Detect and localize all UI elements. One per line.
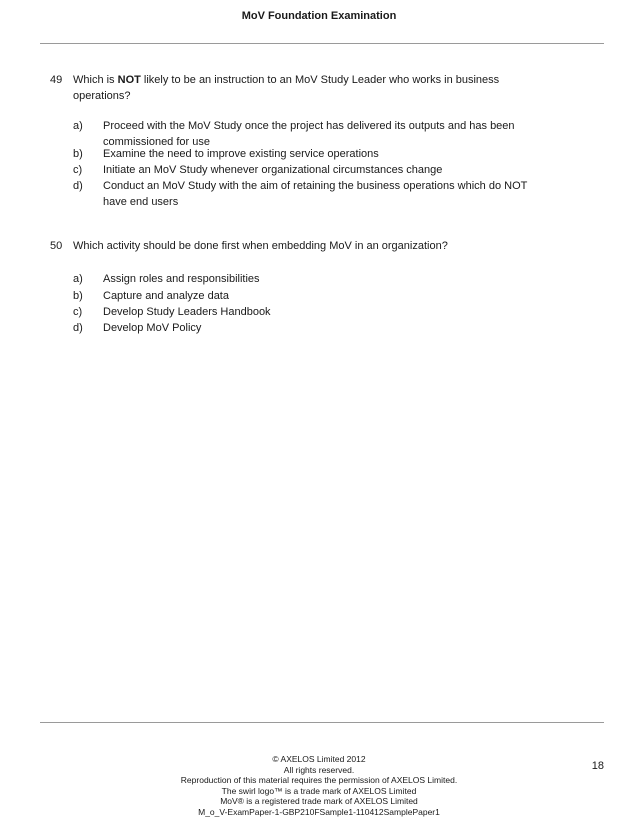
option-text: Assign roles and responsibilities — [103, 273, 260, 285]
page-number: 18 — [591, 760, 604, 772]
copyright-line: © AXELOS Limited 2012 — [272, 754, 366, 764]
rights-line: All rights reserved. — [283, 764, 355, 775]
option-text: Develop Study Leaders Handbook — [103, 306, 271, 318]
question-text: Which activity should be done first when embedding MoV in an organization? — [73, 240, 448, 252]
question-text-end: likely to be an instruction to an MoV Study Leader who works in business operations? — [73, 74, 500, 102]
trademark-line: The swirl logo™ is a trade mark of AXELOS Limited — [221, 785, 417, 796]
option-letter: d) — [73, 180, 83, 192]
option-text: Examine the need to improve existing service operations — [103, 148, 379, 160]
footer-divider — [40, 722, 604, 723]
option-letter: c) — [73, 164, 83, 176]
header-divider — [40, 43, 604, 44]
option-letter: a) — [73, 273, 83, 285]
option-text: Develop MoV Policy — [103, 322, 202, 334]
reproduction-line: Reproduction of this material requires the permission of AXELOS Limited. — [180, 775, 458, 785]
question-number: 49 — [50, 74, 63, 86]
registered-trademark-line: MoV® is a registered trade mark of AXELOS Limited — [220, 796, 418, 806]
option-letter: d) — [73, 322, 83, 334]
question-number: 50 — [50, 240, 63, 252]
option-letter: a) — [73, 120, 83, 132]
document-id-line: M_o_V-ExamPaper-1-GBP210FSample1-110412SamplePaper1 — [198, 806, 440, 817]
option-text: Proceed with the MoV Study once the project has delivered its outputs and has been commissioned for use — [103, 120, 515, 148]
question-text-start: Which is — [73, 74, 118, 86]
option-letter: b) — [73, 148, 83, 160]
option-letter: b) — [73, 290, 83, 302]
option-text: Initiate an MoV Study whenever organizational circumstances change — [103, 164, 443, 176]
footer — [0, 754, 638, 817]
option-text: Conduct an MoV Study with the aim of retaining the business operations which do NOT have end users — [103, 180, 528, 208]
question-emphasis: NOT — [117, 74, 141, 86]
page-header-title: MoV Foundation Examination — [241, 10, 397, 22]
question-text — [73, 72, 513, 104]
option-text: Capture and analyze data — [103, 290, 229, 302]
option-letter: c) — [73, 306, 83, 318]
